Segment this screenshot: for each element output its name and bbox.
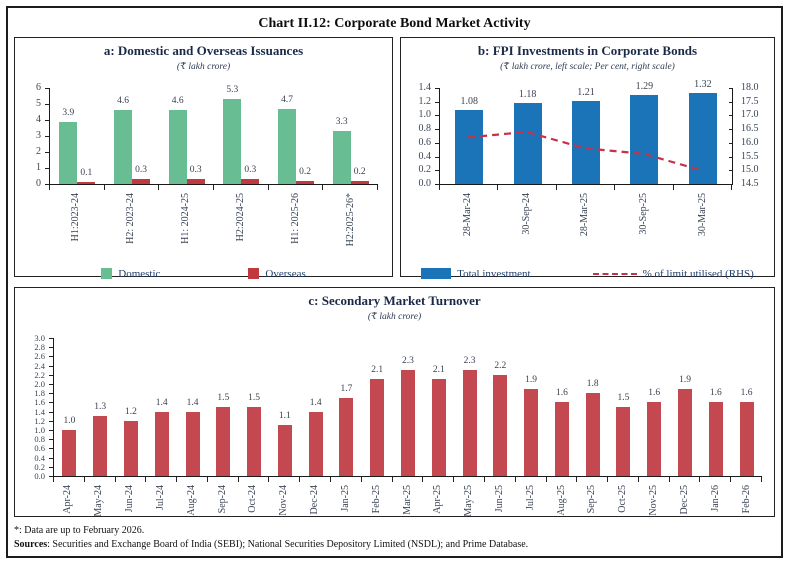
y-axis-tick-c: 2.0 (34, 378, 45, 389)
bar-value-label: 0.2 (353, 166, 366, 177)
bar-group-Sep-25 (577, 338, 608, 476)
y-axis-tick-c: 0.8 (34, 433, 45, 444)
bar-turnover-Sep-24 (216, 392, 230, 476)
legend-label: Domestic (118, 267, 161, 280)
panel-a-legend (15, 268, 392, 280)
bar-value-label: 5.3 (226, 85, 239, 96)
bar-value-label: 1.32 (694, 79, 712, 91)
bar-turnover-Dec-24 (309, 397, 323, 476)
bar-turnover-Jul-25 (524, 374, 538, 476)
x-axis-tick-label: Dec-25 (678, 484, 690, 515)
y-axis-tick-a: 6 (36, 81, 41, 93)
x-axis-tick-label: Jul-24 (154, 484, 166, 510)
bar-turnover-Jun-24 (124, 406, 138, 476)
x-axis-tick-label: Feb-25 (370, 484, 382, 514)
bar-group-Dec-25 (670, 338, 701, 476)
bar-group-30-Sep-25 (615, 81, 673, 184)
bar-group-Jul-24 (146, 338, 177, 476)
legend-item-total-investment (421, 268, 530, 280)
bar-overseas-H2:2025-26* (351, 166, 369, 184)
x-axis-tick-label: Dec-24 (309, 484, 321, 515)
y-axis-tick-a: 0 (36, 177, 41, 189)
bar-value-label: 1.6 (740, 388, 753, 399)
y2-axis-tick-b: 17.0 (741, 109, 759, 121)
figure-frame (6, 6, 783, 558)
bar-value-label: 1.9 (679, 374, 691, 385)
x-axis-tick-label: Jun-24 (124, 484, 136, 513)
bar-value-label: 4.7 (281, 94, 293, 105)
bar-value-label: 1.8 (586, 379, 599, 390)
bar-value-label: 0.2 (299, 166, 311, 177)
bar-turnover-Mar-25 (401, 356, 415, 476)
bar-value-label: 1.6 (648, 388, 661, 399)
legend-item-overseas (248, 268, 305, 280)
bar-value-label: 4.6 (117, 96, 129, 107)
bar-value-label: 3.9 (62, 107, 75, 118)
y-axis-tick-b: 0.2 (418, 164, 431, 176)
bar-group-Jun-24 (116, 338, 147, 476)
sources-line (14, 538, 775, 552)
bar-group-Nov-25 (639, 338, 670, 476)
y2-axis-tick-b: 17.5 (741, 95, 759, 107)
x-axis-tick-label: Mar-25 (401, 484, 413, 515)
legend-swatch (101, 268, 112, 279)
bar-group-28-Mar-24 (440, 88, 498, 184)
bar-value-label: 2.3 (463, 356, 476, 367)
x-axis-tick-label: 28-Mar-24 (462, 192, 474, 237)
y-axis-tick-b: 0.4 (418, 150, 431, 162)
bar-value-label: 1.7 (340, 383, 353, 394)
x-axis-tick-label: May-24 (93, 484, 105, 517)
y-axis-tick-c: 3.0 (34, 332, 45, 343)
y-axis-tick-c: 1.8 (34, 387, 45, 398)
bar-turnover-Jan-25 (339, 383, 353, 476)
legend-swatch (248, 268, 259, 279)
y2-axis-tick-b: 16.5 (741, 123, 759, 135)
bar-value-label: 1.29 (635, 81, 654, 93)
bar-turnover-May-25 (463, 356, 477, 476)
bar-group-Aug-24 (177, 338, 208, 476)
bar-group-Oct-24 (239, 338, 270, 476)
sources-text: : Securities and Exchange Board of India (SEBI); National Securities Depository Limited (NSDL); and Prime Database. (47, 539, 529, 550)
legend-swatch (421, 268, 451, 279)
y-axis-tick-c: 1.0 (34, 424, 45, 435)
x-axis-tick-label: Jan-26 (709, 484, 721, 512)
bar-total-investment-28-Mar-24 (455, 95, 483, 184)
bar-value-label: 1.4 (186, 397, 199, 408)
bar-group-Dec-24 (300, 338, 331, 476)
bar-turnover-Sep-25 (586, 379, 600, 476)
bar-value-label: 1.6 (709, 388, 722, 399)
x-axis-tick-label: Feb-26 (740, 484, 752, 514)
bar-domestic-H1: 2025-26 (278, 94, 296, 184)
bar-turnover-Aug-24 (186, 397, 200, 476)
bar-value-label: 1.6 (555, 388, 568, 399)
bar-value-label: 1.3 (94, 402, 107, 413)
bar-domestic-H2:2025-26* (333, 117, 351, 184)
bar-domestic-H1: 2024-25 (169, 96, 187, 184)
y2-axis-tick-b: 18.0 (741, 81, 759, 93)
bar-value-label: 1.1 (278, 411, 291, 422)
panel-secondary-market-turnover (14, 287, 775, 517)
y-axis-tick-b: 0.6 (418, 136, 431, 148)
bar-group-H2:2025-26* (323, 88, 378, 184)
x-axis-tick-label: H1: 2025-26 (289, 192, 301, 244)
bar-value-label: 1.5 (217, 392, 230, 403)
x-axis-tick-label: 30-Sep-24 (520, 192, 532, 235)
bar-value-label: 1.4 (155, 397, 168, 408)
plot-area-c (53, 338, 762, 477)
bar-overseas-H1: 2024-25 (187, 165, 205, 184)
bar-turnover-Nov-24 (278, 411, 292, 476)
x-axis-tick-label: H2:2025-26* (344, 192, 356, 247)
bar-value-label: 2.1 (432, 365, 445, 376)
bar-total-investment-28-Mar-25 (572, 86, 600, 184)
y-axis-tick-b: 1.0 (418, 109, 431, 121)
y-axis-tick-b: 1.4 (418, 81, 431, 93)
bar-value-label: 4.6 (171, 96, 184, 107)
bar-group-May-24 (85, 338, 116, 476)
bar-group-H1:2023-24 (50, 88, 105, 184)
plot-area-a (49, 85, 378, 185)
x-axis-tick-label: Nov-24 (278, 484, 290, 516)
bar-turnover-Dec-25 (678, 374, 692, 476)
x-axis-tick-label: May-25 (463, 484, 475, 517)
bar-group-H1: 2024-25 (159, 88, 214, 184)
bar-group-Sep-24 (208, 338, 239, 476)
bar-group-30-Sep-24 (498, 88, 556, 184)
panel-domestic-overseas-issuances (14, 37, 393, 280)
panel-b-subtitle: (₹ lakh crore, left scale; Per cent, right scale) (500, 61, 675, 72)
bar-group-Jan-26 (700, 338, 731, 476)
y-axis-tick-c: 0.4 (34, 452, 45, 463)
x-axis-tick-label: 30-Mar-25 (696, 192, 708, 237)
bar-value-label: 1.5 (248, 392, 261, 403)
bar-group-Jul-25 (516, 338, 547, 476)
bar-domestic-H1:2023-24 (59, 107, 77, 184)
y-axis-tick-c: 1.4 (34, 406, 45, 417)
x-axis-labels-c (53, 485, 762, 539)
bar-turnover-Jun-25 (493, 360, 507, 476)
y-axis-tick-b: 0.0 (418, 177, 431, 189)
legend-label: Overseas (265, 267, 306, 280)
x-axis-tick-label: Oct-25 (617, 484, 629, 513)
bar-value-label: 0.1 (80, 168, 93, 179)
bar-group-Oct-25 (608, 338, 639, 476)
x-axis-tick-label: H2:2024-25 (234, 192, 246, 242)
y-axis-tick-a: 4 (36, 113, 41, 125)
panel-a-title: a: Domestic and Overseas Issuances (103, 43, 304, 58)
bar-value-label: 0.3 (189, 165, 202, 176)
bar-group-Feb-25 (362, 338, 393, 476)
y-axis-tick-a: 3 (36, 129, 41, 141)
y2-axis-tick-b: 14.5 (741, 177, 759, 189)
legend-label: % of limit utilised (RHS) (642, 267, 754, 280)
panel-c-subtitle: (₹ lakh crore) (367, 311, 422, 322)
panel-b-chart-area (401, 78, 774, 268)
panel-c-chart-area (15, 328, 774, 538)
legend-item-domestic (101, 268, 160, 280)
bar-value-label: 2.3 (402, 356, 414, 367)
y-axis-tick-c: 2.6 (34, 351, 45, 362)
x-axis-tick-label: H1: 2024-25 (180, 192, 192, 244)
y-axis-tick-c: 0.6 (34, 443, 45, 454)
bar-value-label: 2.2 (494, 360, 507, 371)
bar-group-Apr-25 (423, 338, 454, 476)
bar-turnover-Apr-25 (432, 365, 446, 476)
bar-group-Nov-24 (269, 338, 300, 476)
figure-title: Chart II.12: Corporate Bond Market Activity (258, 16, 531, 31)
y-axis-tick-b: 1.2 (418, 95, 431, 107)
bar-group-H2: 2023-24 (105, 88, 160, 184)
bar-turnover-Nov-25 (647, 388, 661, 476)
y-axis-tick-c: 2.4 (34, 360, 45, 371)
bar-total-investment-30-Mar-25 (689, 79, 717, 184)
y-axis-tick-c: 2.2 (34, 369, 45, 380)
bar-overseas-H2:2024-25 (241, 165, 259, 184)
bar-turnover-Aug-25 (555, 388, 569, 476)
bar-value-label: 1.9 (525, 374, 538, 385)
x-axis-tick-label: Apr-25 (432, 484, 444, 514)
legend-item-limit-utilised (593, 268, 754, 280)
bar-overseas-H2: 2023-24 (132, 165, 150, 184)
bar-turnover-Oct-25 (616, 392, 630, 476)
y2-axis-tick-b: 15.0 (741, 164, 759, 176)
bar-value-label: 1.21 (577, 86, 595, 98)
bar-value-label: 2.1 (371, 365, 384, 376)
bar-value-label: 1.5 (617, 392, 630, 403)
y-axis-tick-c: 2.8 (34, 341, 45, 352)
bar-value-label: 0.3 (135, 165, 147, 176)
bar-domestic-H2:2024-25 (223, 85, 241, 184)
x-axis-tick-label: Aug-24 (185, 484, 197, 516)
x-axis-tick-label: Sep-25 (586, 484, 598, 514)
legend-label: Total investment (457, 267, 531, 280)
bar-group-Jun-25 (485, 338, 516, 476)
x-axis-tick-label: Jul-25 (524, 484, 536, 510)
bar-group-30-Mar-25 (674, 79, 732, 184)
x-axis-tick-label: Nov-25 (648, 484, 660, 516)
bar-group-May-25 (454, 338, 485, 476)
x-axis-tick-label: 28-Mar-25 (579, 192, 591, 237)
panel-a-chart-area (15, 78, 392, 268)
x-axis-tick-label: H1:2023-24 (70, 192, 82, 242)
x-axis-tick-label: Sep-24 (216, 484, 228, 514)
y-axis-tick-a: 2 (36, 145, 41, 157)
y-axis-tick-c: 1.6 (34, 397, 45, 408)
bar-turnover-Feb-25 (370, 365, 384, 476)
bar-turnover-Apr-24 (62, 415, 76, 476)
y-axis-tick-c: 1.2 (34, 415, 45, 426)
bar-turnover-Jan-26 (709, 388, 723, 476)
bar-group-Aug-25 (547, 338, 578, 476)
bar-turnover-Feb-26 (740, 388, 754, 476)
x-axis-tick-label: Aug-25 (555, 484, 567, 516)
bar-value-label: 0.3 (244, 165, 257, 176)
bar-group-Feb-26 (731, 338, 762, 476)
bar-value-label: 3.3 (335, 117, 348, 128)
x-axis-tick-label: H2: 2023-24 (125, 192, 137, 244)
bar-turnover-May-24 (93, 402, 107, 476)
x-axis-tick-label: Jan-25 (339, 484, 351, 512)
y2-axis-tick-b: 16.0 (741, 136, 759, 148)
bar-overseas-H1:2023-24 (77, 168, 95, 184)
x-axis-tick-label: Apr-24 (62, 484, 74, 514)
bar-value-label: 1.08 (460, 95, 478, 107)
panel-b-title: b: FPI Investments in Corporate Bonds (477, 43, 698, 58)
panel-b-legend (401, 268, 774, 280)
bar-group-H2:2024-25 (214, 85, 269, 184)
plot-area-b (439, 79, 732, 185)
bar-group-28-Mar-25 (557, 88, 615, 184)
bar-turnover-Jul-24 (155, 397, 169, 476)
panel-c-title: c: Secondary Market Turnover (308, 293, 481, 308)
bar-group-Mar-25 (393, 338, 424, 476)
bar-value-label: 1.18 (518, 89, 537, 101)
bar-value-label: 1.0 (63, 415, 76, 426)
bar-total-investment-30-Sep-25 (630, 81, 658, 183)
top-panels-row (14, 37, 775, 280)
x-axis-tick-label: Jun-25 (494, 484, 505, 513)
bar-total-investment-30-Sep-24 (514, 89, 542, 184)
panel-a-subtitle: (₹ lakh crore) (176, 61, 231, 72)
bar-domestic-H2: 2023-24 (114, 96, 132, 184)
bar-value-label: 1.4 (309, 397, 322, 408)
bar-value-label: 1.2 (125, 406, 137, 417)
bar-overseas-H1: 2025-26 (296, 166, 314, 184)
bar-group-Jan-25 (331, 338, 362, 476)
y2-axis-tick-b: 15.5 (741, 150, 759, 162)
y-axis-tick-b: 0.8 (418, 123, 431, 135)
bar-turnover-Oct-24 (247, 392, 261, 476)
x-axis-tick-label: 30-Sep-25 (638, 192, 650, 235)
x-axis-tick-label: Oct-24 (247, 484, 259, 513)
bar-group-H1: 2025-26 (269, 88, 324, 184)
x-axis-labels-a (49, 193, 378, 269)
panel-fpi-investments (400, 37, 775, 280)
y-axis-tick-c: 0.0 (34, 470, 45, 481)
y-axis-tick-c: 0.2 (34, 461, 45, 472)
legend-dash-swatch (593, 273, 637, 275)
y-axis-tick-a: 1 (36, 161, 41, 173)
x-axis-labels-b (439, 193, 732, 269)
bar-group-Apr-24 (54, 338, 85, 476)
footnote-asterisk: *: Data are up to February 2026. (14, 525, 145, 536)
sources-label: Sources (14, 539, 48, 550)
y-axis-tick-a: 5 (36, 97, 41, 109)
